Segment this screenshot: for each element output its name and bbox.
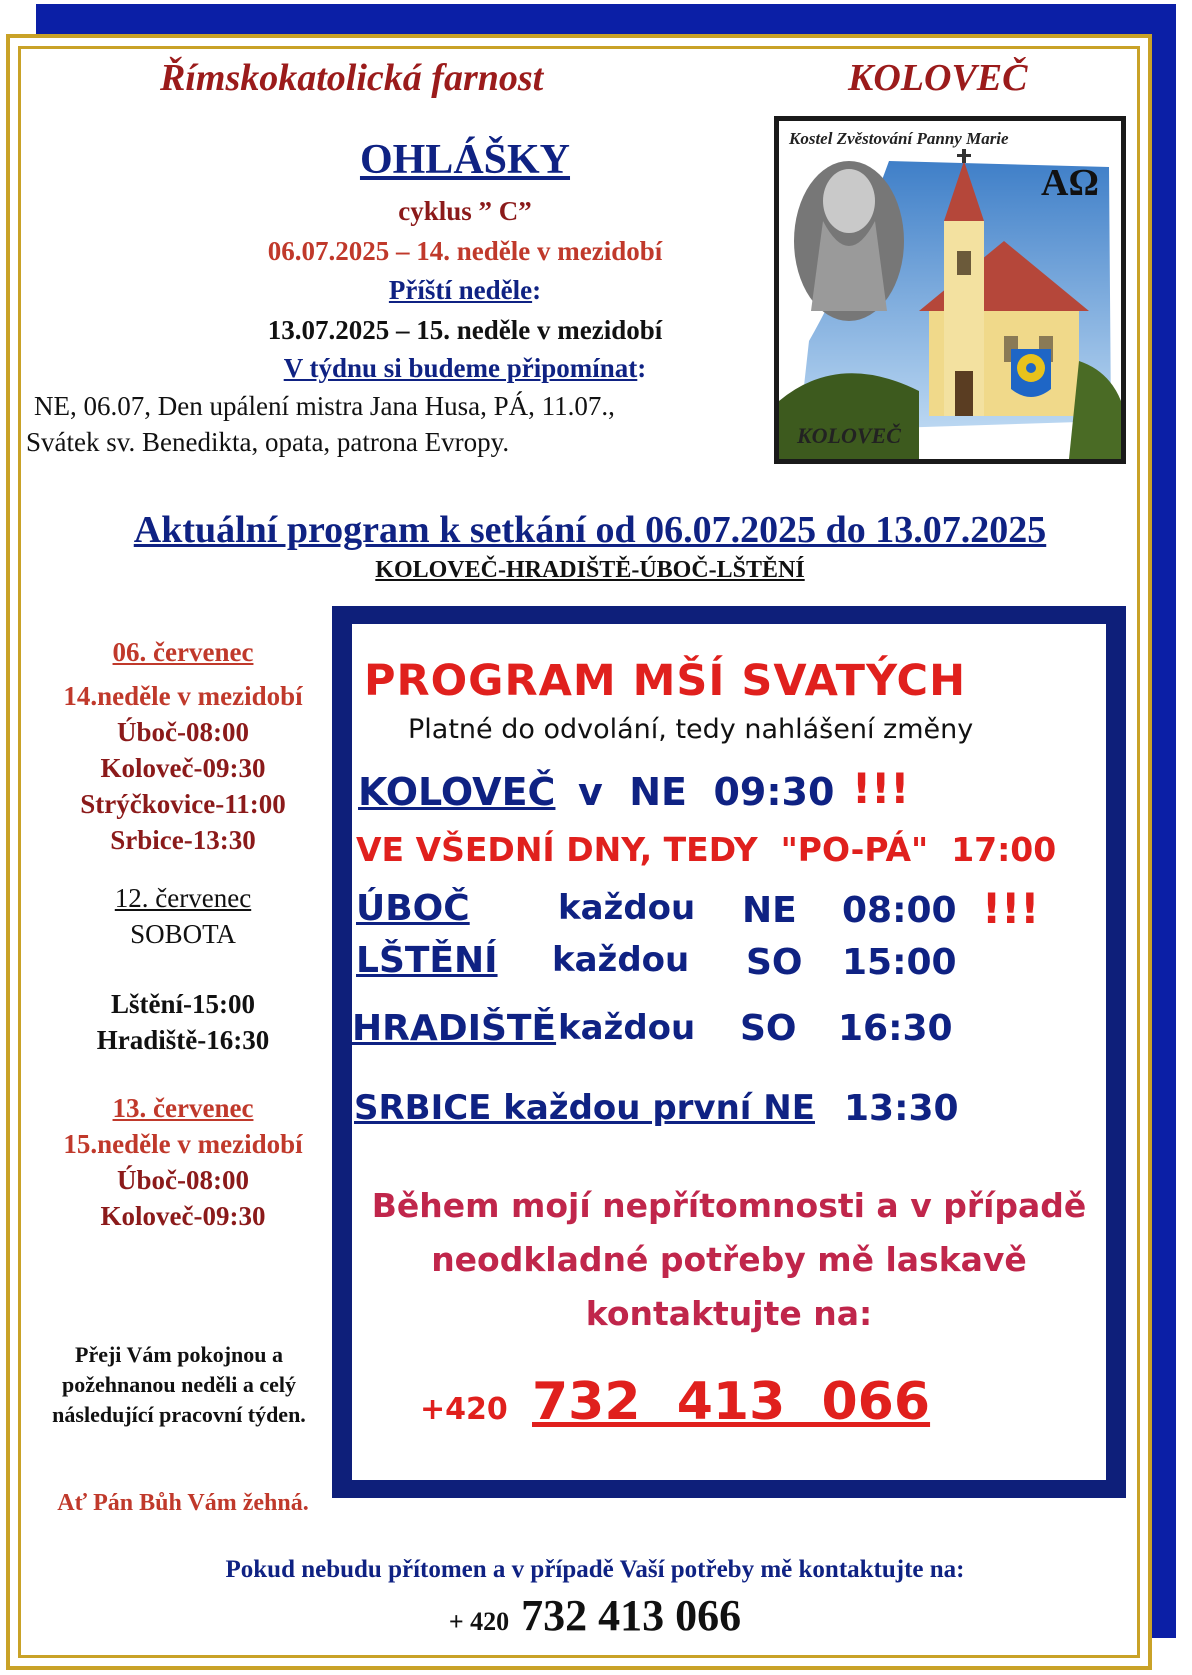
- absence-line-2: neodkladné potřeby mě laskavě: [431, 1240, 1027, 1279]
- photo-caption-bottom: KOLOVEČ: [797, 423, 901, 448]
- mass-schedule-poster: [332, 606, 1126, 1498]
- poster-row3-time: 08:00: [842, 890, 957, 931]
- poster-row1-place: KOLOVEČ: [358, 770, 556, 814]
- poster-row5-time: 16:30: [838, 1008, 953, 1049]
- day1-title: 14.neděle v mezidobí: [63, 681, 303, 711]
- poster-row6: SRBICE každou první NE: [354, 1088, 815, 1128]
- cycle: cyklus ” C”: [398, 196, 532, 226]
- poster-phone-prefix: +420: [420, 1392, 508, 1427]
- poster-row1-time: v NE 09:30: [578, 770, 835, 814]
- day1-item: Koloveč-09:30: [100, 753, 266, 783]
- day3-date: 13. červenec: [112, 1093, 254, 1123]
- next-sunday-label: Příští neděle:: [388, 275, 542, 305]
- page-title: OHLÁŠKY: [359, 137, 571, 183]
- day2-date: 12. červenec: [114, 883, 252, 913]
- poster-subtitle: Platné do odvolání, tedy nahlášení změny: [408, 714, 974, 745]
- church-photo: [774, 116, 1126, 464]
- week-label: V týdnu si budeme připomínat:: [283, 353, 647, 383]
- absence-line-1: Během mojí nepřítomnosti a v případě: [371, 1186, 1087, 1225]
- poster-row4-time: 15:00: [842, 942, 957, 983]
- day1-item: Srbice-13:30: [110, 825, 256, 855]
- poster-row3-day: NE: [742, 890, 797, 931]
- poster-row5-day: SO: [740, 1008, 797, 1049]
- poster-row5-word: každou: [558, 1008, 696, 1048]
- schedule: [20, 634, 346, 1234]
- week-line-1: NE, 06.07, Den upálení mistra Jana Husa, PÁ, 11.07.,: [34, 391, 615, 421]
- blessing: Ať Pán Bůh Vám žehná.: [57, 1490, 309, 1516]
- parish-place: KOLOVEČ: [848, 57, 1028, 99]
- poster-title: PROGRAM MŠÍ SVATÝCH: [364, 656, 967, 706]
- footer-note: Pokud nebudu přítomen a v případě Vaší potřeby mě kontaktujte na:: [225, 1556, 965, 1583]
- day3-item: Úboč-08:00: [117, 1165, 249, 1195]
- program-places: KOLOVEČ-HRADIŠTĚ-ÚBOČ-LŠTĚNÍ: [375, 557, 805, 583]
- day1-item: Úboč-08:00: [117, 717, 249, 747]
- poster-row6-time: 13:30: [844, 1088, 959, 1129]
- poster-row4-place: LŠTĚNÍ: [356, 940, 498, 981]
- poster-row3-word: každou: [558, 888, 696, 928]
- week-line-2: Svátek sv. Benedikta, opata, patrona Evropy.: [26, 427, 510, 457]
- poster-row4-day: SO: [746, 942, 803, 983]
- today-date: 06.07.2025 – 14. neděle v mezidobí: [267, 236, 663, 266]
- day3-title: 15.neděle v mezidobí: [63, 1129, 303, 1159]
- poster-row3-mark: !!!: [982, 884, 1040, 933]
- footer-phone: 732 413 066: [521, 1591, 742, 1640]
- footer-phone-line: [30, 1590, 1160, 1641]
- poster-phone: 732 413 066: [532, 1372, 931, 1432]
- next-sunday-date: 13.07.2025 – 15. neděle v mezidobí: [267, 315, 663, 345]
- parish-title: Římskokatolická farnost: [160, 57, 544, 99]
- poster-row4-word: každou: [552, 940, 690, 980]
- program-heading: Aktuální program k setkání od 06.07.2025 do 13.07.2025: [133, 509, 1047, 551]
- poster-row5-place: HRADIŠTĚ: [352, 1008, 557, 1049]
- day3-item: Koloveč-09:30: [100, 1201, 266, 1231]
- intro-block: [30, 136, 900, 184]
- poster-row2: VE VŠEDNÍ DNY, TEDY "PO-PÁ" 17:00: [356, 830, 1057, 869]
- day2-title: SOBOTA: [130, 919, 236, 949]
- photo-caption-top: Kostel Zvěstování Panny Marie: [789, 129, 1009, 148]
- day2-item: Lštění-15:00: [111, 989, 255, 1019]
- alpha-omega-icon: AΩ: [1041, 162, 1099, 204]
- day1-date: 06. červenec: [112, 637, 254, 667]
- day2-item: Hradiště-16:30: [96, 1025, 270, 1055]
- day1-item: Strýčkovice-11:00: [80, 789, 286, 819]
- footer-phone-prefix: + 420: [448, 1607, 510, 1636]
- poster-row1-mark: !!!: [852, 764, 910, 813]
- poster-row3-place: ÚBOČ: [356, 888, 470, 929]
- absence-line-3: kontaktujte na:: [585, 1294, 873, 1333]
- wish-text: Přeji Vám pokojnou a požehnanou neděli a celý následující pracovní týden.: [52, 1342, 306, 1427]
